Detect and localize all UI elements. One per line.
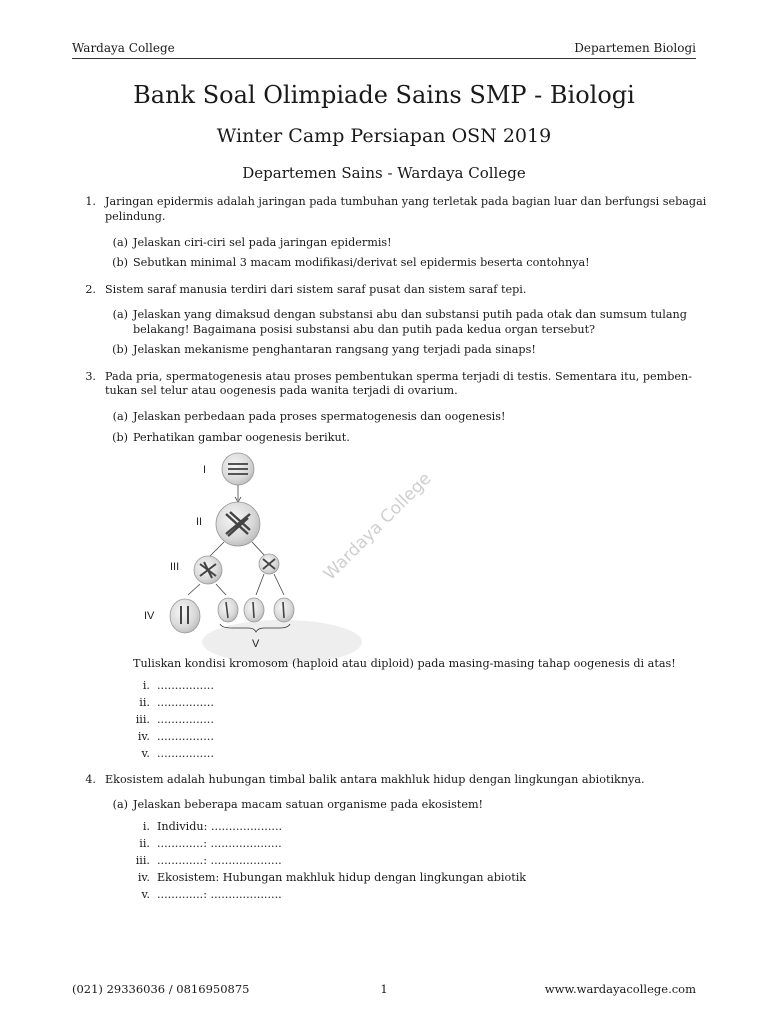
cell-stage-i: [222, 453, 254, 485]
arrow-iii-1: [188, 584, 200, 595]
cell-stage-ii: [216, 502, 260, 546]
q3-ans-blank-3: ................: [157, 713, 214, 726]
footer-phone: (021) 29336036 / 0816950875: [72, 982, 250, 996]
q3-ans-label-5: v.: [141, 747, 150, 760]
stage-label-iii: III: [170, 561, 180, 573]
q4-item-text-2: .............: ....................: [157, 837, 282, 850]
q2-a-line2: belakang! Bagaimana posisi substansi abu dan putih pada kedua organ tersebut?: [133, 323, 596, 336]
q3-a-text: Jelaskan perbedaan pada proses spermatogenesis dan oogenesis!: [133, 410, 506, 423]
cell-stage-iiib: [259, 554, 279, 574]
cell-stage-iiia: [194, 556, 222, 584]
q4-item-label-2: ii.: [139, 837, 150, 850]
figure-watermark: Wardaya College: [319, 468, 436, 585]
q1-b-label: (b): [112, 256, 128, 269]
q4-a-text: Jelaskan beberapa macam satuan organisme pada ekosistem!: [133, 798, 484, 811]
q4-item-label-4: iv.: [137, 871, 150, 884]
q4-item-text-4: Ekosistem: Hubungan makhluk hidup dengan lingkungan abiotik: [157, 871, 527, 884]
stage-label-iv: IV: [144, 610, 155, 622]
q3-ans-blank-2: ................: [157, 696, 214, 709]
q3-ans-blank-4: ................: [157, 730, 214, 743]
stage-label-ii: II: [196, 516, 203, 528]
q2-b-text: Jelaskan mekanisme penghantaran rangsang yang terjadi pada sinaps!: [133, 343, 536, 356]
arrow-iii-2: [216, 584, 226, 595]
arrow-ii-iiia: [209, 542, 224, 557]
q4-item-text-5: .............: ....................: [157, 888, 282, 901]
q3-prompt: Tuliskan kondisi kromosom (haploid atau diploid) pada masing-masing tahap oogenesis di atas!: [133, 657, 676, 670]
q3-b-label: (b): [112, 431, 128, 444]
oogenesis-figure: [144, 452, 436, 652]
document-subtitle: Winter Camp Persiapan OSN 2019: [216, 125, 552, 147]
q1-a-text: Jelaskan ciri-ciri sel pada jaringan epidermis!: [133, 236, 392, 249]
department-line: Departemen Sains - Wardaya College: [242, 164, 526, 182]
document-title: Bank Soal Olimpiade Sains SMP - Biologi: [133, 81, 635, 109]
polar-body-1: [218, 598, 238, 622]
q3-b-text: Perhatikan gambar oogenesis berikut.: [133, 431, 350, 444]
q4-item-label-3: iii.: [135, 854, 150, 867]
q4-a-label: (a): [112, 798, 128, 811]
page-header: [72, 38, 696, 59]
q3-ans-label-1: i.: [142, 679, 150, 692]
stage-label-v: V: [252, 638, 260, 650]
header-right: Departemen Biologi: [574, 41, 696, 55]
q3-a-label: (a): [112, 410, 128, 423]
q1-text-line1: Jaringan epidermis adalah jaringan pada tumbuhan yang terletak pada bagian luar dan berfungsi sebagai: [105, 195, 707, 208]
stage-label-i: I: [203, 464, 207, 476]
q4-item-label-5: v.: [141, 888, 150, 901]
q3-ans-blank-1: ................: [157, 679, 214, 692]
q1-number: 1.: [85, 195, 96, 208]
header-left: Wardaya College: [72, 41, 175, 55]
q2-a-label: (a): [112, 308, 128, 321]
q2-text: Sistem saraf manusia terdiri dari sistem saraf pusat dan sistem saraf tepi.: [105, 283, 527, 296]
q2-b-label: (b): [112, 343, 128, 356]
q3-ans-label-4: iv.: [137, 730, 150, 743]
polar-body-2: [244, 598, 264, 622]
arrow-iii-3: [256, 574, 264, 595]
q2-number: 2.: [85, 283, 96, 296]
footer-page-number: 1: [380, 982, 388, 996]
q1-b-text: Sebutkan minimal 3 macam modifikasi/derivat sel epidermis beserta contohnya!: [133, 256, 590, 269]
polar-body-3: [274, 598, 294, 622]
arrow-ii-iiib: [252, 542, 266, 557]
q3-text-line1: Pada pria, spermatogenesis atau proses pembentukan sperma terjadi di testis. Sementara itu, pemben-: [105, 370, 693, 383]
q4-item-text-3: .............: ....................: [157, 854, 282, 867]
q4-item-label-1: i.: [142, 820, 150, 833]
q2-a-line1: Jelaskan yang dimaksud dengan substansi abu dan substansi putih pada otak dan sumsum tulang: [133, 308, 687, 321]
q4-item-text-1: Individu: ....................: [157, 820, 283, 833]
footer-website[interactable]: www.wardayacollege.com: [544, 982, 696, 996]
q1-a-label: (a): [112, 236, 128, 249]
arrow-iii-4: [274, 574, 284, 595]
page-footer: [72, 981, 696, 997]
q3-ans-label-3: iii.: [135, 713, 150, 726]
q1-text-line2: pelindung.: [105, 210, 166, 223]
q3-text-line2: tukan sel telur atau oogenesis pada wanita terjadi di ovarium.: [105, 384, 458, 397]
q3-ans-blank-5: ................: [157, 747, 214, 760]
q3-number: 3.: [85, 370, 96, 383]
q3-ans-label-2: ii.: [139, 696, 150, 709]
q4-number: 4.: [85, 773, 96, 786]
cell-stage-iv: [170, 599, 200, 633]
q4-text: Ekosistem adalah hubungan timbal balik antara makhluk hidup dengan lingkungan abiotiknya.: [105, 773, 645, 786]
